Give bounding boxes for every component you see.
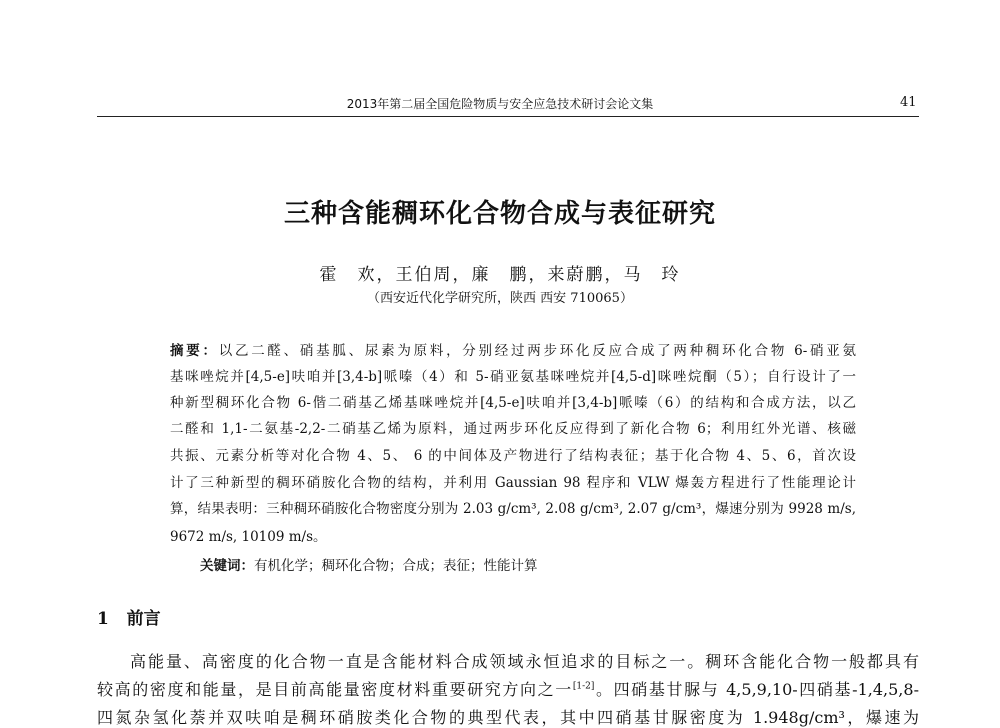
- running-header: 2013年第二届全国危险物质与安全应急技术研讨会论文集: [346, 97, 654, 111]
- paper-title: 三种含能稠环化合物合成与表征研究: [283, 199, 716, 229]
- abstract-line: 共振、元素分析等对化合物 4、5、 6 的中间体及产物进行了结构表征；基于化合物 4、5、6，首次设: [170, 448, 856, 464]
- citation: [1-2]: [572, 681, 595, 692]
- keywords-label: 关键词：: [200, 558, 254, 574]
- section-title: 前言: [126, 609, 161, 629]
- abstract-line: 9672 m/s, 10109 m/s。: [170, 529, 327, 545]
- abstract-line: 计了三种新型的稠环硝胺化合物的结构，并利用 Gaussian 98 程序和 VLW 爆轰方程进行了性能理论计: [170, 475, 856, 491]
- affiliation: （西安近代化学研究所，陕西 西安 710065）: [367, 291, 633, 306]
- body-line: 四氮杂氢化萘并双呋咱是稠环硝胺类化合物的典型代表，其中四硝基甘脲密度为 1.948g/cm³，爆速为: [97, 708, 919, 727]
- header-rule: [97, 116, 919, 117]
- abstract-line: 基咪唑烷并[4,5-e]呋咱并[3,4-b]哌嗪（4）和 5-硝亚氨基咪唑烷并[4,5-d]咪唑烷酮（5）；自行设计了一: [170, 369, 856, 385]
- page-number: 41: [900, 95, 917, 110]
- abstract-text: 以乙二醛、硝基胍、尿素为原料，分别经过两步环化反应合成了两种稠环化合物 6-硝亚氨: [218, 343, 856, 359]
- abstract-line: 种新型稠环化合物 6-偕二硝基乙烯基咪唑烷并[4,5-e]呋咱并[3,4-b]哌嗪（6）的结构和合成方法，以乙: [170, 395, 856, 411]
- authors: 霍 欢，王伯周，廉 鹏，来蔚鹏，马 玲: [319, 265, 681, 285]
- section-heading: [97, 604, 161, 629]
- body-line: [97, 677, 919, 700]
- abstract-line: [170, 339, 856, 359]
- keywords-text: 有机化学；稠环化合物；合成；表征；性能计算: [254, 558, 538, 574]
- body-text: 。四硝基甘脲与 4,5,9,10-四硝基-1,4,5,8-: [594, 680, 919, 699]
- keywords: [200, 554, 886, 574]
- abstract-label: 摘要：: [170, 343, 219, 359]
- section-number: 1: [97, 609, 109, 629]
- body-text: 较高的密度和能量，是目前高能量密度材料重要研究方向之一: [97, 680, 573, 699]
- abstract-line: 算，结果表明：三种稠环硝胺化合物密度分别为 2.03 g/cm³, 2.08 g/cm³, 2.07 g/cm³，爆速分别为 9928 m/s,: [170, 501, 856, 517]
- abstract-line: 二醛和 1,1-二氨基-2,2-二硝基乙烯为原料，通过两步环化反应得到了新化合物 6；利用红外光谱、核磁: [170, 421, 856, 437]
- body-line: 高能量、高密度的化合物一直是含能材料合成领域永恒追求的目标之一。稠环含能化合物一般都具有: [130, 652, 919, 671]
